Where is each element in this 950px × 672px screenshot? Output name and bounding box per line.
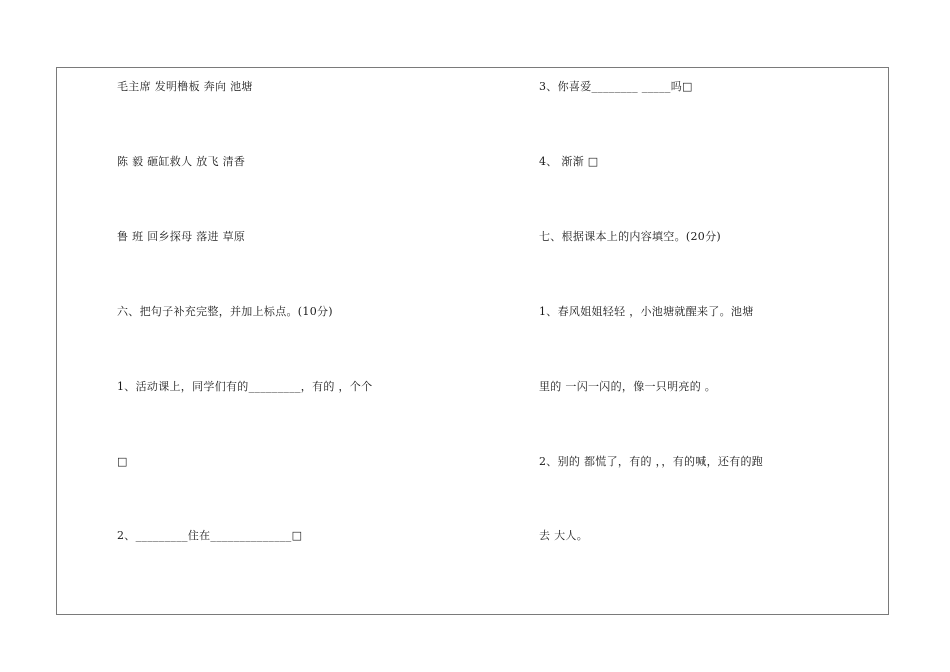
question-7-2: 2、别的 都慌了，有的 ，，有的喊，还有的跑 (539, 455, 764, 468)
question-6-1: 1、活动课上，同学们有的_________，有的 ，个个 (117, 380, 373, 393)
question-6-1-end: □ (117, 455, 128, 468)
question-6-2: 2、_________住在______________□ (117, 529, 303, 542)
question-7-1-cont: 里的 一闪一闪的，像一只明亮的 。 (539, 380, 717, 393)
section-seven-heading: 七、根据课本上的内容填空。(20分) (539, 230, 721, 243)
left-line-1: 毛主席 发明橹板 奔向 池塘 (117, 80, 253, 93)
left-line-2: 陈 毅 砸缸救人 放飞 清香 (117, 155, 246, 168)
question-7-1: 1、春风姐姐轻轻 ，小池塘就醒来了。池塘 (539, 305, 754, 318)
question-7-2-cont: 去 大人。 (539, 529, 588, 542)
section-six-heading: 六、把句子补充完整，并加上标点。(10分) (117, 305, 333, 318)
left-line-3: 鲁 班 回乡探母 落进 草原 (117, 230, 246, 243)
question-6-3: 3、你喜爱________ _____吗□ (539, 80, 693, 93)
question-6-4: 4、 渐渐 □ (539, 155, 599, 168)
